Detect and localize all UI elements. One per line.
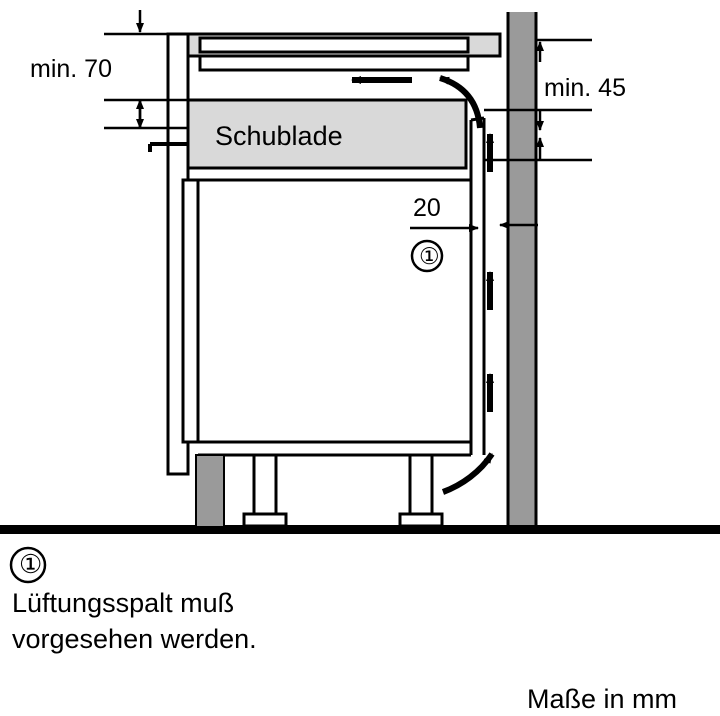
leg-1-foot xyxy=(244,514,286,526)
leg-2-foot xyxy=(400,514,442,526)
floor-line xyxy=(0,525,720,534)
airflow-curve-bottom xyxy=(443,454,492,492)
leg-1 xyxy=(254,455,276,517)
dimension-20-label: 20 xyxy=(413,194,441,222)
note-line-1: Lüftungsspalt muß xyxy=(12,588,235,618)
cooktop-body xyxy=(200,56,468,70)
dimension-min-45-label: min. 45 xyxy=(544,74,626,102)
units-label: Maße in mm xyxy=(527,684,678,714)
drawer-label: Schublade xyxy=(215,121,343,151)
plinth-left xyxy=(196,455,224,527)
wall-grey xyxy=(508,12,536,530)
dimension-min-70-label: min. 70 xyxy=(30,55,112,83)
note-line-2: vorgesehen werden. xyxy=(12,624,257,654)
note-marker-label: ① xyxy=(19,549,43,579)
cooktop-glass xyxy=(200,38,468,52)
leg-2 xyxy=(410,455,432,517)
callout-marker-diagram-label: ① xyxy=(419,243,440,269)
